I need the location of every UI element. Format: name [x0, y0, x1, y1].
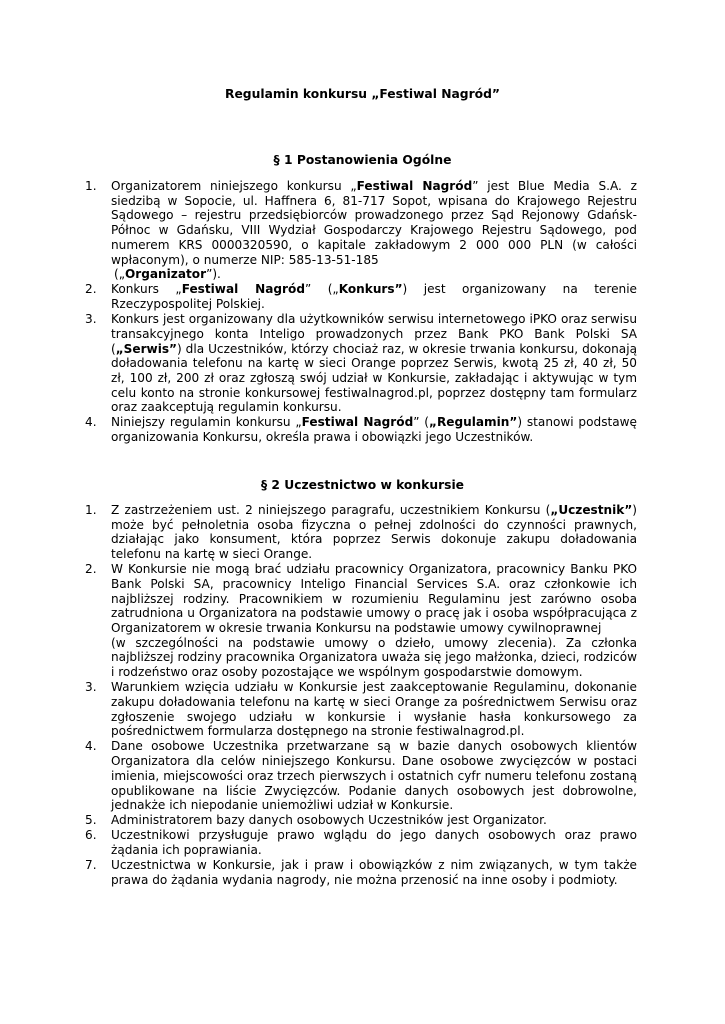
section-2-list: [85, 503, 637, 888]
item-text: Z zastrzeżeniem ust. 2 niniejszego paragrafu, uczestnikiem Konkursu (: [111, 503, 551, 517]
list-item: [85, 828, 637, 858]
list-item: [85, 503, 637, 562]
item-number: 4.: [85, 739, 97, 754]
item-number: 6.: [85, 828, 97, 843]
item-text: (w szczególności na podstawie umowy o dzieło, umowy zlecenia). Za członka najbliższej rodziny pracownika Organizatora uważa się jego małżonka, dzieci, rodziców i rodzeństwo oraz osoby pozostające we wspólnym gospodarstwie domowym.: [111, 635, 637, 680]
item-text: („: [114, 267, 125, 282]
list-item: [85, 312, 637, 415]
item-text: Uczestnikowi przysługuje prawo wglądu do jego danych osobowych oraz prawo żądania ich poprawiania.: [111, 828, 637, 858]
list-item: [85, 739, 637, 813]
item-number: 1.: [85, 179, 97, 193]
item-text: ) może być pełnoletnia osoba fizyczna o pełnej zdolności do czynności prawnych, działając jako konsument, która poprzez Serwis dokonuje zakupu doładowania telefonu na kartę w sieci Orange.: [111, 503, 637, 562]
item-text: ) stanowi podstawę organizowania Konkursu, określa prawa i obowiązki jego Uczestników.: [111, 415, 637, 445]
item-text: Konkurs jest organizowany dla użytkowników serwisu internetowego iPKO oraz serwisu transakcyjnego konta Inteligo prowadzonych przez Bank PKO Bank Polski SA (: [111, 312, 637, 356]
list-item: [85, 562, 637, 680]
item-text: Administratorem bazy danych osobowych Uczestników jest Organizator.: [111, 813, 547, 828]
item-bold-text: Festiwal Nagród: [356, 179, 473, 193]
item-text: ” (: [413, 415, 430, 430]
item-text: W Konkursie nie mogą brać udziału pracownicy Organizatora, pracownicy Banku PKO Bank Polski SA, pracownicy Inteligo Financial Services S.A. oraz członkowie ich najbliższej rodziny. Pracownikiem w rozumieniu Regulaminu jest zarówno osoba zatrudniona u Organizatora na podstawie umowy o pracę jak i osoba współpracująca z Organizatorem w okresie trwania Konkursu na podstawie umowy cywilnoprawnej: [111, 562, 637, 636]
item-number: 1.: [85, 503, 97, 517]
section-1-list: [85, 179, 637, 445]
item-number: 7.: [85, 858, 97, 873]
list-item: [85, 858, 637, 887]
item-bold-text: Konkurs”: [338, 282, 403, 297]
item-text: Dane osobowe Uczestnika przetwarzane są w bazie danych osobowych klientów Organizatora dla celów niniejszego Konkursu. Dane osobowe zwycięzców w postaci imienia, miejscowości oraz trzech pierwszych i ostatnich cyfr numeru telefonu zostaną opublikowane na liście Zwycięzców. Podanie danych osobowych jest dobrowolne, jednakże ich niepodanie uniemożliwi udział w Konkursie.: [111, 739, 637, 813]
item-number: 4.: [85, 415, 97, 430]
list-item: [85, 415, 637, 445]
item-bold-text: Festiwal Nagród: [181, 282, 305, 297]
item-text: ” jest Blue Media S.A. z siedzibą w Sopocie, ul. Haffnera 6, 81-717 Sopot, wpisana do Krajowego Rejestru Sądowego – rejestru przedsiębiorców prowadzonego przez Sąd Rejonowy Gdańsk-Północ w Gdańsku, VIII Wydział Gospodarczy Krajowego Rejestru Sądowego, pod numerem KRS 0000320590, o kapitale zakładowym 2 000 000 PLN (w całości wpłaconym), o numerze NIP: 585-13-51-185: [111, 179, 637, 267]
section-2-heading: § 2 Uczestnictwo w konkursie: [260, 478, 465, 492]
section-1-heading: § 1 Postanowienia Ogólne: [273, 153, 452, 167]
item-text: ” („: [304, 282, 339, 297]
item-text: Warunkiem wzięcia udziału w Konkursie jest zaakceptowanie Regulaminu, dokonanie zakupu doładowania telefonu na kartę w sieci Orange za pośrednictwem Serwisu oraz zgłoszenie swojego udziału w konkursie i wysłanie hasła konkursowego za pośrednictwem formularza dostępnego na stronie festiwalnagrod.pl.: [111, 680, 637, 739]
item-text: Organizatorem niniejszego konkursu „: [111, 179, 357, 193]
item-text: ) jest organizowany na terenie Rzeczypospolitej Polskiej.: [111, 282, 637, 312]
list-item: [85, 680, 637, 739]
item-bold-text: „Serwis”: [115, 341, 178, 356]
item-number: 3.: [85, 312, 97, 327]
item-text: ”).: [206, 267, 221, 282]
item-bold-text: „Regulamin”: [429, 415, 518, 430]
item-text: Niniejszy regulamin konkursu „: [111, 415, 302, 430]
list-item: [85, 179, 637, 282]
item-text: ) dla Uczestników, którzy chociaż raz, w okresie trwania konkursu, dokonają doładowania telefonu na kartę w sieci Orange poprzez Serwis, kwotą 25 zł, 40 zł, 50 zł, 100 zł, 200 zł oraz zgłoszą swój udział w Konkursie, zakładając i aktywując w tym celu konto na stronie konkursowej festiwalnagrod.pl, poprzez dostępny tam formularz oraz zaakceptują regulamin konkursu.: [111, 341, 637, 415]
item-text: Konkurs „: [111, 282, 182, 297]
item-number: 2.: [85, 282, 97, 297]
item-number: 2.: [85, 562, 97, 577]
item-text: Uczestnictwa w Konkursie, jak i praw i obowiązków z nim związanych, w tym także prawa do żądania wydania nagrody, nie można przenosić na inne osoby i podmioty.: [111, 858, 637, 887]
item-number: 5.: [85, 813, 97, 828]
item-bold-text: „Uczestnik”: [550, 503, 633, 517]
list-item: [85, 813, 637, 828]
item-bold-text: Organizator: [124, 267, 207, 282]
item-number: 3.: [85, 680, 97, 695]
document-title: Regulamin konkursu „Festiwal Nagród”: [224, 87, 501, 101]
item-bold-text: Festiwal Nagród: [301, 415, 414, 430]
list-item: [85, 282, 637, 312]
